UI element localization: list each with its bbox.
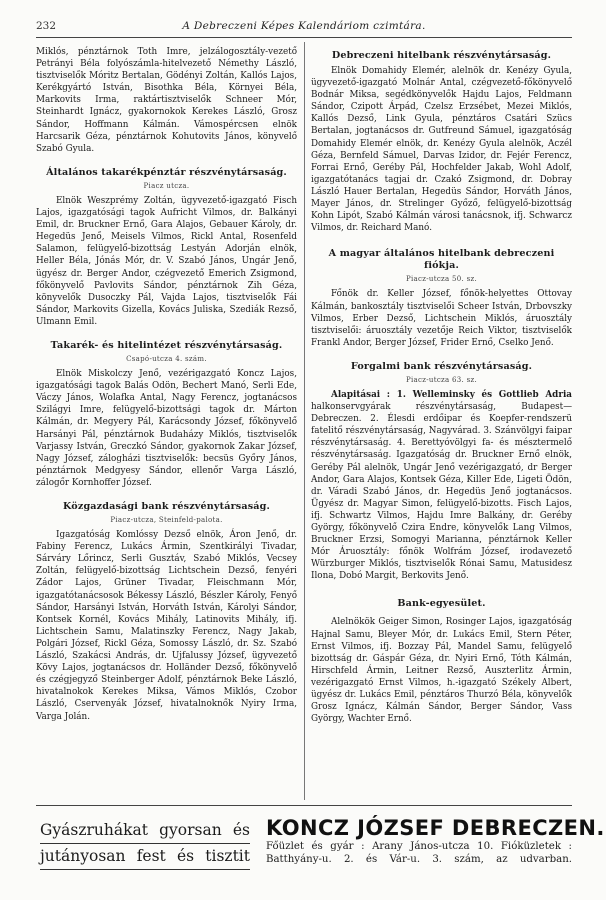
right-column: [311, 46, 572, 725]
section-address: Piacz utcza.: [143, 181, 190, 190]
section-text: Főnök dr. Keller József, főnök-helyettes Ottovay Kálmán, bankosztály tisztviselői Scheer István, Drbovszky Vilmos, Erber Dezső, Lichtschein Miklós, áruosztály tisztviselői: áruosztály vezetője Reich Viktor, tisztviselők Frankl Andor, Berger József, Frider Ernő, Cselko Jenő.: [311, 289, 572, 348]
section-title: Közgazdasági bank részvénytársaság.: [63, 501, 270, 512]
section-debreczeni-hitelbank: [311, 50, 572, 234]
ad-brand-text: KONCZ JÓZSEF DEBRECZEN.: [266, 816, 605, 840]
section-address: Piacz-utcza 50. sz.: [406, 275, 477, 284]
section-address: Piacz-utcza 63. sz.: [406, 375, 477, 384]
continuation-paragraph: Miklós, pénztárnok Toth Imre, jelzálogosztály-vezető Petrányi Béla folyószámla-hitelvezető Némethy László, tisztviselők Móritz Bertalan, Gödényi Zoltán, Kallós Lajos, Kerékgyártó István, Bisothka Béla, Környei Béla, Markovits Irma, raktártisztviselők Schneer Mór, Steinhardt Ignácz, gyakornokok Kerekes László, Grosz Sándor, Hoffmann Kálmán. Vámospércsen elnök Harcsarik Géza, pénztárnok Kohutovits János, könyvelő Szabó Gyula.: [36, 47, 297, 154]
section-text: [311, 389, 572, 583]
column-divider: [304, 42, 305, 800]
section-text: Alelnökök Geiger Simon, Rosinger Lajos, igazgatóság Hajnal Samu, Bleyer Mór, dr. Lukács Emil, Stern Péter, Ernst Vilmos, ifj. Bozzay Pál, Mandel Samu, felügyelő bizottság dr. Gáspár Géza, dr. Nyiri Ernő, Tóth Kálmán, Hirschfeld Ármin, Leitner Rezső, Auszterlitz Ármin, vezérigazgató Ernst Vilmos, h.-igazgató Székely Albert, ügyész dr. Lukács Emil, pénztáros Thurzó Béla, könyvelők Grosz Ignácz, Kálmán Sándor, Berger Sándor, Vass György, Wachter Ernő.: [311, 617, 572, 725]
page-number: 232: [36, 20, 57, 32]
section-title: Általános takarékpénztár részvénytársaság.: [46, 166, 287, 178]
section-lead: Alapitásai : 1. Welleminsky és Gottlieb Adria: [331, 389, 572, 400]
section-kozgazdasagi-bank: [36, 501, 297, 723]
advertisement-koncz-jozsef: [266, 816, 605, 866]
ad-brand: [266, 816, 605, 840]
advertisement-dyeing: [40, 818, 250, 870]
header-rule: [36, 37, 572, 38]
ad-address-line: Főüzlet és gyár : Arany János-utcza 10. Fióküzletek :: [266, 841, 572, 852]
section-address: Csapó-utcza 4. szám.: [126, 354, 207, 363]
ad-line: jutányosan fest és tisztit: [40, 844, 250, 870]
section-magyar-altalanos-hitelbank: [311, 248, 572, 349]
ad-line: Gyászruhákat gyorsan és: [40, 818, 250, 844]
section-title: A magyar általános hitelbank debreczeni fiókja.: [328, 248, 555, 272]
section-address: Piacz-utcza, Steinfeld-palota.: [110, 516, 223, 524]
section-takarek-hitelintezet: [36, 340, 297, 489]
section-text: Elnök Miskolczy Jenő, vezérigazgató Koncz Lajos, igazgatósági tagok Balás Odön, Bechert Manó, Serli Ede, Váczy János, Wolafka Antal, Nagy Ferencz, jogtanácsos Szilágyi Imre, felügyelő-bizottsági tagok dr. Márton Kálmán, dr. Megyery Pál, Karácsondy József, főkönyvelő Harsányi Pál, pénztárnok Budaházy Miklós, tisztviselők Varjassy István, Greczkó Sándor, gyakornok Zakar József, Nagy József, zálogházi tisztviselők: becsüs Győry János, pénztárnok Medgyesy Sándor, ellenőr Varga László, zálogőr Kornhoffer József.: [36, 369, 297, 488]
page-header: [36, 20, 572, 36]
left-column: [36, 46, 297, 723]
section-text: Igazgatóság Komlóssy Dezső elnök, Áron Jenő, dr. Fabiny Ferencz, Lukács Ármin, Szentkirályi Tivadar, Sárváry Lőrincz, Serli Gusztáv, Szabó Miklós, Vecsey Zoltán, felügyelő-bizottság Lichtschein Dezső, fenyéri Zádor Lajos, Grüner Tivadar, Fleischmann Mór, igazgatótanácsosok Békessy László, Bészler Károly, Fenyő Sándor, Harsányi István, Horváth István, Károlyi Sándor, Kontsek Kornél, Kovács Mihály, Latinovits Mihály, ifj. Lichtschein Samu, Malatinszky Ferencz, Nagy Jakab, Polgári József, Rickl Géza, Somossy László, dr. Sz. Szabó László, Szakácsi András, dr. Ujfalussy József, ügyvezető Kövy Lajos, jogtanácsos dr. Holländer Dezső, főkönyvelő és czégjegyző Steinberger Adolf, pénztárnok Beke László, hivatalnokok Kerekes Miksa, Vámos Miklós, Czobor László, Cservenyák József, hivatalnoknők Nyiry Irma, Varga Jolán.: [36, 530, 297, 722]
ad-address-line: Batthyány-u. 2. és Vár-u. 3. szám, az udvarban.: [266, 854, 572, 865]
section-text: Elnök Domahidy Elemér, alelnök dr. Kenézy Gyula, ügyvezető-igazgató Molnár Antal, czégvezető-főkönyvelő Bodnár Miksa, segédkönyvelők Hajdu Lajos, Feldmann Sándor, Czipott Árpád, Czelsz Erzsébet, Mezei Miklós, Kallós Dezső, Link Gyula, pénztáros Csatári Szücs Bertalan, jogtanácsos dr. Gutfreund Sámuel, igazgatóság Domahidy Elemér elnök, dr. Kenézy Gyula alelnök, Aczél Géza, Bernfeld Sámuel, Darvas Izidor, dr. Fejér Ferencz, Forrai Ernő, Geréby Pál, Hochfelder Jakab, Wohl Adolf, igazgatótanács tagjai dr. Czakó Zsigmond, dr. Dobray László Hauer Bertalan, Hegedüs Sándor, Horváth János, Mayer János, dr. Strelinger Győző, felügyelő-bizottság Kohn Lipót, Szabó Kálmán városi tanácsnok, ifj. Schwarcz Vilmos, dr. Reichard Manó.: [311, 66, 572, 234]
section-forgalmi-bank: [311, 361, 572, 583]
running-title: A Debreczeni Képes Kalendáriom czimtára.: [182, 20, 426, 32]
section-text: Elnök Weszprémy Zoltán, ügyvezető-igazgató Fisch Lajos, igazgatósági tagok Aufricht Vilmos, dr. Balkányi Emil, dr. Bruckner Ernő, Gara Alajos, Gebauer Károly, dr. Hegedüs Jenő, Meisels Vilmos, Rickl Antal, Rosenfeld Salamon, felügyelő-bizottság Lestyán Adorján elnök, Heller Béla, Jónás Mór, dr. V. Szabó János, Ungár Jenő, ügyész dr. Berger Andor, czégvezető Emerich Zsigmond, főkönyvelő Pavlovits Sándor, pénztárnok Zih Géza, könyvelők Dusoczky Pál, Vajda Lajos, tisztviselők Fái Sándor, Markovits Gizella, Kovács Juliska, Szediák Rezső, Ulmann Emil.: [36, 195, 297, 327]
section-title: Forgalmi bank részvénytársaság.: [350, 360, 533, 372]
section-title: Bank-egyesület.: [397, 598, 486, 610]
section-altalanos-takarekpenztar: [36, 167, 297, 328]
section-bank-egyesulet: [311, 598, 572, 725]
footer-rule: [36, 805, 572, 806]
section-title: Takarék- és hitelintézet részvénytársaság.: [50, 339, 283, 351]
section-text-body: halkonservgyárak részvénytársaság, Budapest—Debreczen. 2. Élesdi erdőipar és Koepfer-rendszerü fatelitő részvénytársaság, Nagyvárad. 3. Szánvölgyi faipar részvénytársaság. 4. Berettyóvölgyi fa- és mésztermelő részvénytársaság. Igazgatóság dr. Bruckner Ernő elnök, Geréby Pál alelnök, Ungár Jenő vezérigazgató, dr Berger Andor, Gara Alajos, Kontsek Géza, Killer Ede, Ligeti Ödön, dr. Váradi Szabó János, dr. Hegedüs Jenő jogtanácsos. Ügyész dr. Magyar Simon, felügyelő-bizotts. Fisch Lajos, ifj. Schwartz Vilmos, Hajdu Imre Balkány, dr. Geréby György, főkönyvelő Czira Endre, könyvelők Lang Vilmos, Bruckner Erzsi, Somogyi Marianna, pénztárnok Keller Mór Áruosztály: főnök Wolfrám József, irodavezető Würzburger Miklós, tisztviselők Rónai Samu, Matusidesz Ilona, Dobó Margit, Berkovits Jenő.: [311, 402, 572, 582]
section-title: Debreczeni hitelbank részvénytársaság.: [331, 50, 552, 61]
